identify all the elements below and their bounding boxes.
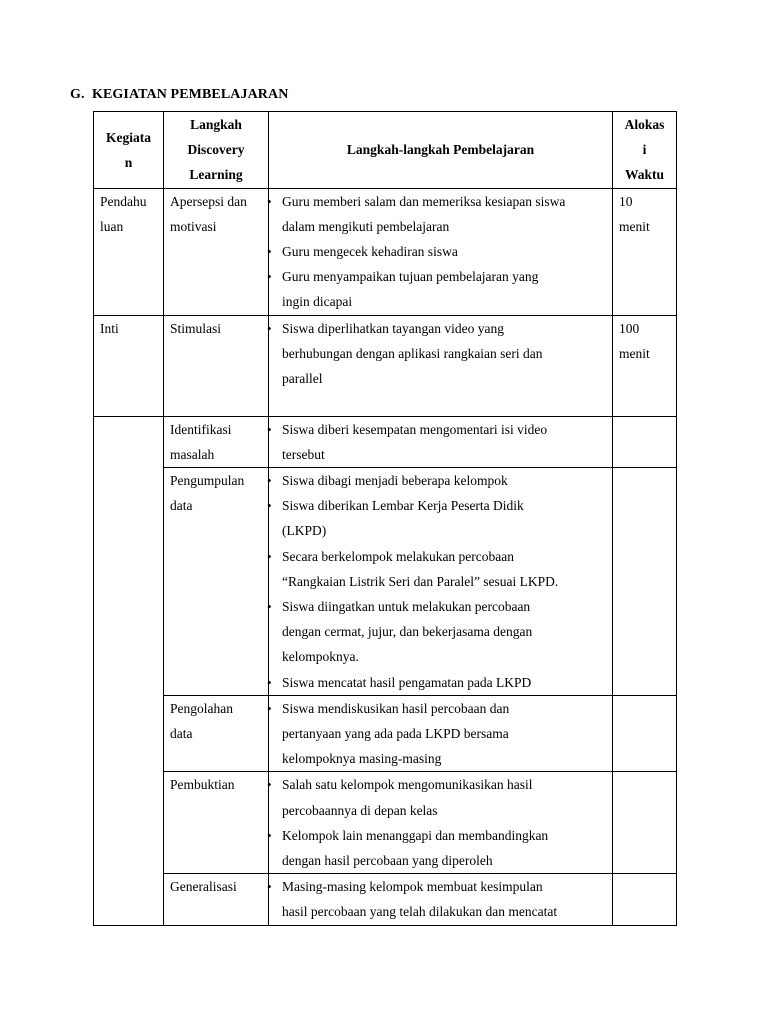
step-text: Guru memberi salam dan memeriksa kesiapan siswa xyxy=(282,193,566,209)
steps-cell xyxy=(269,772,613,874)
bullet-icon: • xyxy=(267,548,272,564)
langkah-text: data xyxy=(170,498,193,514)
header-alokasi-line: i xyxy=(642,142,647,158)
header-langkah-pembelajaran: Langkah-langkah Pembelajaran xyxy=(269,112,613,189)
step-text: kelompoknya masing-masing xyxy=(282,751,442,767)
kegiatan-text: Pendahu xyxy=(100,193,147,209)
waktu-cell xyxy=(613,695,677,772)
langkah-cell xyxy=(164,772,269,874)
step-text: kelompoknya. xyxy=(282,649,359,665)
list-item xyxy=(267,772,612,822)
steps-list xyxy=(267,696,612,772)
step-text: pertanyaan yang ada pada LKPD bersama xyxy=(282,726,509,742)
steps-cell xyxy=(269,315,613,416)
table-row xyxy=(94,695,677,772)
step-text: Salah satu kelompok mengomunikasikan hasil xyxy=(282,777,533,793)
steps-list xyxy=(267,189,612,315)
table-row xyxy=(94,874,677,925)
kegiatan-text: luan xyxy=(100,218,124,234)
table-row xyxy=(94,188,677,315)
step-text: percobaannya di depan kelas xyxy=(282,802,438,818)
bullet-icon: • xyxy=(267,674,272,690)
list-item xyxy=(267,544,612,594)
list-item xyxy=(267,874,612,924)
list-item xyxy=(267,594,612,670)
table-header-row xyxy=(94,112,677,189)
list-item xyxy=(267,696,612,772)
kegiatan-text: Inti xyxy=(100,320,119,336)
waktu-cell xyxy=(613,315,677,416)
list-item xyxy=(267,264,612,314)
list-item xyxy=(267,316,612,392)
langkah-text: Pengumpulan xyxy=(170,473,245,489)
langkah-text: Pengolahan xyxy=(170,700,233,716)
bullet-icon: • xyxy=(267,827,272,843)
list-item xyxy=(267,670,612,695)
step-text: dengan cermat, jujur, dan bekerjasama dengan xyxy=(282,624,533,640)
list-item xyxy=(267,239,612,264)
waktu-cell xyxy=(613,874,677,925)
langkah-text: Apersepsi dan xyxy=(170,193,247,209)
step-text: berhubungan dengan aplikasi rangkaian seri dan xyxy=(282,345,543,361)
steps-cell xyxy=(269,416,613,467)
step-text: dalam mengikuti pembelajaran xyxy=(282,218,450,234)
header-langkah-line: Discovery xyxy=(187,142,245,158)
table-row xyxy=(94,772,677,874)
header-alokasi-waktu xyxy=(613,112,677,189)
waktu-cell xyxy=(613,468,677,696)
langkah-text: Identifikasi xyxy=(170,421,232,437)
section-letter: G. xyxy=(70,87,85,102)
bullet-icon: • xyxy=(267,244,272,260)
step-text: Siswa diberi kesempatan mengomentari isi video xyxy=(282,421,548,437)
langkah-cell xyxy=(164,468,269,696)
header-langkah-line: Langkah xyxy=(190,117,242,132)
bullet-icon: • xyxy=(267,879,272,895)
waktu-text: menit xyxy=(619,345,650,361)
list-item xyxy=(267,468,612,493)
langkah-text: Pembuktian xyxy=(170,777,235,793)
bullet-icon: • xyxy=(267,700,272,716)
langkah-text: Generalisasi xyxy=(170,879,237,895)
list-item xyxy=(267,823,612,873)
step-text: Siswa diberikan Lembar Kerja Peserta Didik xyxy=(282,498,524,514)
step-text: (LKPD) xyxy=(282,523,327,539)
kegiatan-cell xyxy=(94,416,164,925)
steps-cell xyxy=(269,468,613,696)
bullet-icon: • xyxy=(267,269,272,285)
step-text: Siswa mendiskusikan hasil percobaan dan xyxy=(282,700,510,716)
langkah-cell xyxy=(164,188,269,315)
bullet-icon: • xyxy=(267,777,272,793)
waktu-cell xyxy=(613,772,677,874)
step-text: “Rangkaian Listrik Seri dan Paralel” sesuai LKPD. xyxy=(282,573,559,589)
langkah-cell xyxy=(164,416,269,467)
kegiatan-cell xyxy=(94,315,164,416)
step-text: Siswa diperlihatkan tayangan video yang xyxy=(282,320,504,336)
activities-table xyxy=(93,111,677,926)
step-text: dengan hasil percobaan yang diperoleh xyxy=(282,853,493,869)
steps-cell xyxy=(269,188,613,315)
langkah-cell xyxy=(164,315,269,416)
steps-list xyxy=(267,417,612,467)
step-text: Guru menyampaikan tujuan pembelajaran yang xyxy=(282,269,539,285)
table-row xyxy=(94,416,677,467)
langkah-cell xyxy=(164,874,269,925)
langkah-text: Stimulasi xyxy=(170,320,222,336)
header-langkah-discovery xyxy=(164,112,269,189)
steps-list xyxy=(267,316,612,392)
bullet-icon: • xyxy=(267,421,272,437)
step-text: Siswa diingatkan untuk melakukan percobaan xyxy=(282,599,531,615)
langkah-cell xyxy=(164,695,269,772)
step-text: ingin dicapai xyxy=(282,294,353,310)
header-kegiatan-line: Kegiata xyxy=(106,129,151,145)
bullet-icon: • xyxy=(267,498,272,514)
list-item xyxy=(267,493,612,543)
step-text: tersebut xyxy=(282,446,325,462)
kegiatan-cell xyxy=(94,188,164,315)
langkah-text: masalah xyxy=(170,446,215,462)
step-text: Masing-masing kelompok membuat kesimpulan xyxy=(282,879,543,895)
langkah-text: data xyxy=(170,726,193,742)
langkah-text: motivasi xyxy=(170,218,217,234)
header-langkah-line: Learning xyxy=(189,167,243,183)
steps-cell xyxy=(269,695,613,772)
steps-list xyxy=(267,874,612,924)
step-text: Secara berkelompok melakukan percobaan xyxy=(282,548,515,564)
table-row xyxy=(94,315,677,416)
step-text: Siswa mencatat hasil pengamatan pada LKPD xyxy=(282,674,532,690)
steps-cell xyxy=(269,874,613,925)
section-title: KEGIATAN PEMBELAJARAN xyxy=(92,87,289,102)
bullet-icon: • xyxy=(267,320,272,336)
header-alokasi-line: Alokas xyxy=(624,117,665,132)
step-text: Kelompok lain menanggapi dan membandingkan xyxy=(282,827,549,843)
steps-list xyxy=(267,772,612,873)
waktu-cell xyxy=(613,188,677,315)
bullet-icon: • xyxy=(267,599,272,615)
list-item xyxy=(267,417,612,467)
bullet-icon: • xyxy=(267,193,272,209)
header-alokasi-line: Waktu xyxy=(624,167,665,183)
step-text: parallel xyxy=(282,371,323,387)
waktu-text: menit xyxy=(619,218,650,234)
step-text: Siswa dibagi menjadi beberapa kelompok xyxy=(282,473,508,489)
step-text: hasil percobaan yang telah dilakukan dan mencatat xyxy=(282,904,558,920)
waktu-text: 100 xyxy=(619,320,640,336)
step-text: Guru mengecek kehadiran siswa xyxy=(282,244,458,260)
section-heading xyxy=(70,87,288,103)
waktu-text: 10 xyxy=(619,193,633,209)
waktu-cell xyxy=(613,416,677,467)
bullet-icon: • xyxy=(267,473,272,489)
steps-list xyxy=(267,468,612,695)
table-row xyxy=(94,468,677,696)
header-kegiatan-line: n xyxy=(124,154,133,170)
header-kegiatan xyxy=(94,112,164,189)
list-item xyxy=(267,189,612,239)
